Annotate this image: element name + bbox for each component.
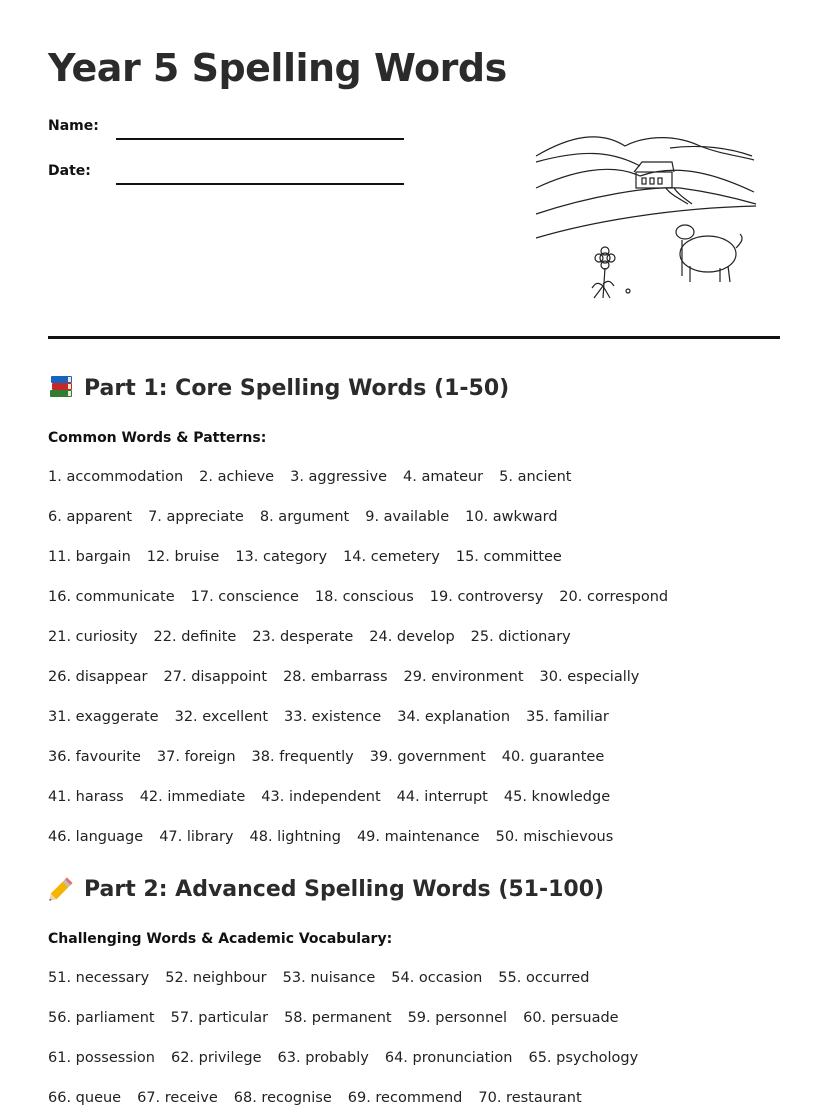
spelling-word: 9. available <box>365 509 450 525</box>
spelling-word: 36. favourite <box>48 749 141 765</box>
spelling-word: 56. parliament <box>48 1010 155 1026</box>
spelling-word: 61. possession <box>48 1050 155 1066</box>
word-row <box>48 509 574 525</box>
pencil-icon <box>48 875 76 901</box>
spelling-word: 57. particular <box>170 1010 269 1026</box>
spelling-word: 8. argument <box>259 509 350 525</box>
spelling-word: 17. conscience <box>190 589 299 605</box>
spelling-word: 20. correspond <box>559 589 669 605</box>
spelling-word: 10. awkward <box>465 509 558 525</box>
word-row <box>48 829 629 845</box>
spelling-word: 30. especially <box>539 669 640 685</box>
spelling-word: 44. interrupt <box>396 789 488 805</box>
spelling-word: 4. amateur <box>403 469 484 485</box>
spelling-word: 35. familiar <box>526 709 609 725</box>
part1-subtitle: Common Words & Patterns: <box>48 430 267 446</box>
spelling-word: 43. independent <box>261 789 381 805</box>
part2-title-text: Part 2: Advanced Spelling Words (51-100) <box>84 877 605 902</box>
word-row <box>48 469 587 485</box>
spelling-word: 26. disappear <box>48 669 148 685</box>
spelling-word: 55. occurred <box>498 970 590 986</box>
spelling-word: 52. neighbour <box>165 970 267 986</box>
word-row <box>48 749 620 765</box>
spelling-word: 31. exaggerate <box>48 709 159 725</box>
word-row <box>48 629 587 645</box>
spelling-word: 54. occasion <box>391 970 483 986</box>
spelling-word: 58. permanent <box>284 1010 392 1026</box>
spelling-word: 50. mischievous <box>495 829 614 845</box>
spelling-word: 33. existence <box>284 709 382 725</box>
spelling-word: 59. personnel <box>407 1010 508 1026</box>
part1-title <box>48 374 509 401</box>
spelling-word: 60. persuade <box>523 1010 619 1026</box>
word-row <box>48 1010 635 1026</box>
spelling-word: 67. receive <box>137 1090 218 1106</box>
spelling-word: 32. excellent <box>174 709 269 725</box>
spelling-word: 18. conscious <box>314 589 414 605</box>
spelling-word: 42. immediate <box>139 789 246 805</box>
spelling-word: 23. desperate <box>252 629 354 645</box>
spelling-word: 1. accommodation <box>48 469 184 485</box>
name-line[interactable] <box>116 138 404 140</box>
spelling-word: 41. harass <box>48 789 124 805</box>
spelling-word: 65. psychology <box>528 1050 639 1066</box>
spelling-word: 16. communicate <box>48 589 175 605</box>
divider <box>48 336 780 339</box>
word-row <box>48 589 684 605</box>
spelling-word: 22. definite <box>153 629 237 645</box>
word-row <box>48 669 655 685</box>
word-row <box>48 1090 598 1106</box>
word-row <box>48 970 605 986</box>
spelling-word: 15. committee <box>455 549 562 565</box>
part2-title <box>48 875 604 902</box>
page-title: Year 5 Spelling Words <box>48 46 507 90</box>
spelling-word: 19. controversy <box>429 589 544 605</box>
spelling-word: 13. category <box>235 549 328 565</box>
part2-subtitle: Challenging Words & Academic Vocabulary: <box>48 931 393 947</box>
spelling-word: 21. curiosity <box>48 629 138 645</box>
spelling-word: 7. appreciate <box>148 509 244 525</box>
spelling-word: 25. dictionary <box>470 629 571 645</box>
spelling-word: 69. recommend <box>347 1090 463 1106</box>
part1-title-text: Part 1: Core Spelling Words (1-50) <box>84 376 510 401</box>
spelling-word: 27. disappoint <box>163 669 268 685</box>
spelling-word: 45. knowledge <box>503 789 611 805</box>
word-row <box>48 1050 654 1066</box>
date-line[interactable] <box>116 183 404 185</box>
spelling-word: 64. pronunciation <box>384 1050 513 1066</box>
spelling-word: 49. maintenance <box>356 829 480 845</box>
word-row <box>48 709 625 725</box>
spelling-word: 53. nuisance <box>282 970 376 986</box>
word-row <box>48 789 626 805</box>
spelling-word: 5. ancient <box>499 469 572 485</box>
spelling-word: 38. frequently <box>251 749 354 765</box>
spelling-word: 66. queue <box>48 1090 122 1106</box>
name-label: Name: <box>48 118 99 134</box>
spelling-word: 51. necessary <box>48 970 150 986</box>
spelling-word: 48. lightning <box>249 829 341 845</box>
spelling-word: 47. library <box>159 829 234 845</box>
farm-illustration <box>530 126 762 304</box>
spelling-word: 28. embarrass <box>283 669 388 685</box>
date-label: Date: <box>48 163 91 179</box>
spelling-word: 39. government <box>369 749 486 765</box>
spelling-word: 29. environment <box>403 669 524 685</box>
spelling-word: 63. probably <box>277 1050 369 1066</box>
spelling-word: 12. bruise <box>146 549 220 565</box>
spelling-word: 14. cemetery <box>343 549 440 565</box>
spelling-word: 40. guarantee <box>501 749 605 765</box>
spelling-word: 70. restaurant <box>478 1090 582 1106</box>
spelling-word: 68. recognise <box>233 1090 332 1106</box>
spelling-word: 46. language <box>48 829 144 845</box>
spelling-word: 62. privilege <box>170 1050 262 1066</box>
spelling-word: 3. aggressive <box>290 469 388 485</box>
books-icon <box>48 374 76 400</box>
spelling-word: 2. achieve <box>199 469 275 485</box>
word-row <box>48 549 578 565</box>
spelling-word: 24. develop <box>369 629 455 645</box>
spelling-word: 11. bargain <box>48 549 131 565</box>
spelling-word: 34. explanation <box>397 709 511 725</box>
spelling-word: 6. apparent <box>48 509 133 525</box>
spelling-word: 37. foreign <box>156 749 236 765</box>
